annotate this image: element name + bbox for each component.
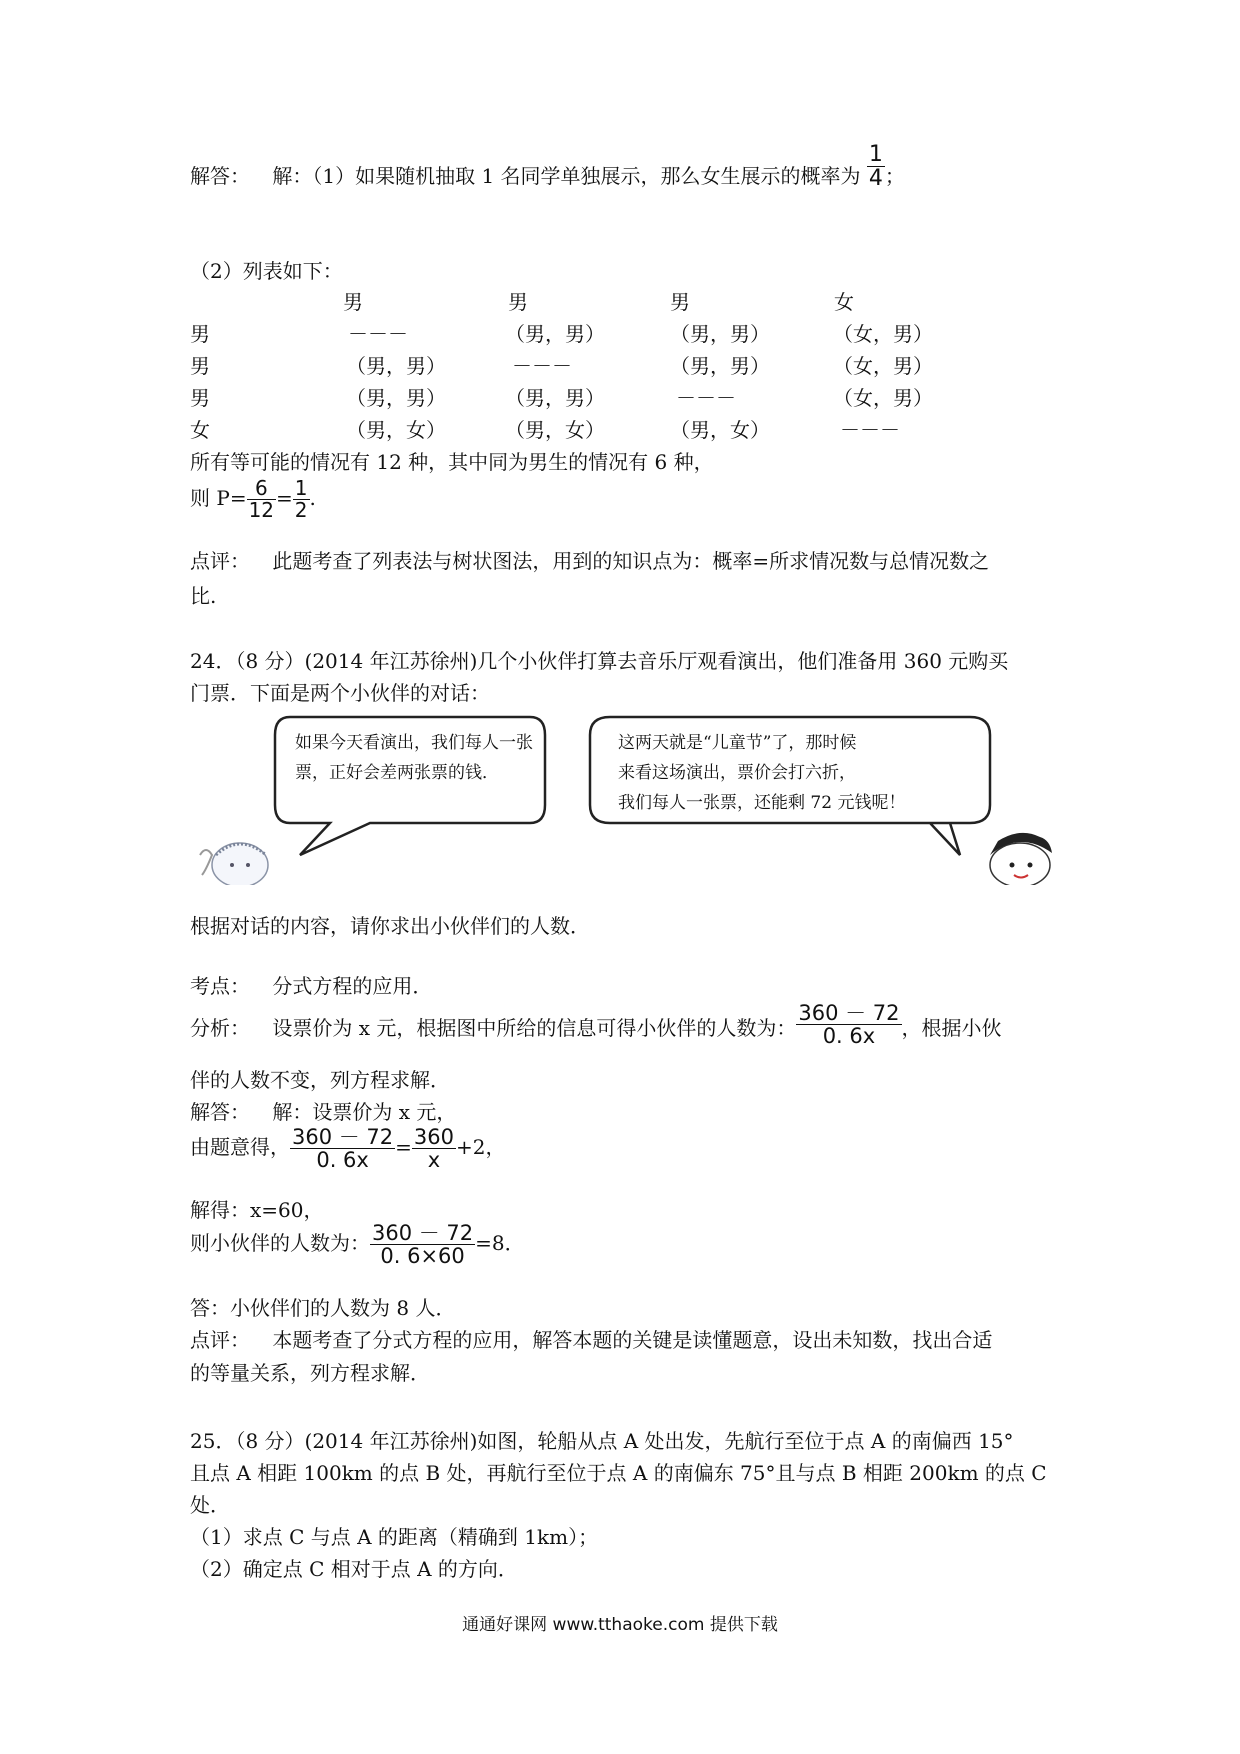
fraction-6-12 — [247, 478, 276, 521]
solve-line: 解得：x=60， — [190, 1198, 324, 1222]
q25-line2: 且点 A 相距 100km 的点 B 处，再航行至位于点 A 的南偏东 75°且与点 B 相距 200km 的点 C — [190, 1461, 1047, 1485]
fraction-denominator: 2 — [294, 498, 308, 522]
punct: ； — [884, 164, 905, 188]
col-header: 男 — [508, 290, 528, 314]
col-header: 女 — [834, 290, 854, 314]
table-cell: （女，男） — [833, 386, 933, 410]
fraction-numerator: 1 — [294, 476, 308, 500]
punct: . — [309, 486, 316, 510]
fraction-1-4 — [867, 143, 885, 190]
table-cell: （男，女） — [505, 418, 605, 442]
comment-label: 点评： — [190, 549, 250, 573]
row-header: 男 — [190, 386, 210, 410]
boy-left-icon — [200, 843, 268, 885]
fraction-numerator: 360 － 72 — [292, 1125, 394, 1149]
count-end: =8． — [475, 1231, 525, 1256]
comment-text: 此题考查了列表法与树状图法，用到的知识点为：概率=所求情况数与总情况数之 — [272, 549, 990, 573]
table-cell: （男，男） — [670, 322, 770, 346]
fraction-denominator: 4 — [868, 166, 883, 191]
fenxi-label: 分析： — [190, 1016, 250, 1041]
fraction-denominator: 0. 6x — [316, 1148, 369, 1173]
fenxi-text-cont: ，根据小伙 — [901, 1016, 1002, 1041]
row-header: 女 — [190, 418, 210, 442]
q24-answer-line — [190, 1096, 456, 1125]
col-header: 男 — [343, 290, 363, 314]
table-cell: （女，男） — [833, 322, 933, 346]
row-header: 男 — [190, 354, 210, 378]
q24-comment — [190, 1324, 992, 1353]
equals: = — [276, 486, 293, 510]
table-cell: －－－ — [512, 354, 572, 378]
row-header: 男 — [190, 322, 210, 346]
table-cell: （女，男） — [833, 354, 933, 378]
equals: = — [395, 1135, 412, 1160]
table-cell: （男，女） — [670, 418, 770, 442]
fraction-denominator: 12 — [248, 498, 275, 522]
fraction-numerator: 360 － 72 — [372, 1221, 474, 1245]
p-prefix: 则 P= — [190, 486, 247, 510]
eq-end: +2， — [456, 1135, 506, 1160]
table-cell: －－－ — [840, 418, 900, 442]
answer-label: 解答： — [190, 164, 250, 188]
comment-text: 本题考查了分式方程的应用，解答本题的关键是读懂题意，设出未知数，找出合适 — [272, 1328, 993, 1352]
count-prefix: 则小伙伴的人数为： — [190, 1231, 370, 1256]
fraction-eq-right — [412, 1126, 456, 1171]
fraction-numerator: 1 — [868, 141, 883, 167]
q23-comment — [190, 545, 989, 574]
q24-question: 根据对话的内容，请你求出小伙伴们的人数． — [190, 914, 590, 938]
fraction-count — [370, 1222, 475, 1267]
bubble-right-text-3: 我们每人一张票，还能剩 72 元钱呢！ — [618, 793, 906, 813]
summary-line: 所有等可能的情况有 12 种，其中同为男生的情况有 6 种， — [190, 450, 714, 474]
answer-label: 解答： — [190, 1100, 250, 1124]
fraction-numerator: 6 — [247, 478, 276, 500]
bubble-right-text-1: 这两天就是“儿童节”了，那时候 — [618, 733, 857, 753]
table-cell: （男，女） — [346, 418, 446, 442]
fraction-eq-left — [290, 1126, 395, 1171]
bubble-right-text-2: 来看这场演出，票价会打六折， — [618, 763, 856, 783]
table-cell: （男，男） — [505, 322, 605, 346]
probability-line — [190, 478, 316, 521]
fraction-1-2 — [293, 478, 310, 521]
fenxi-line-2: 伴的人数不变，列方程求解． — [190, 1068, 450, 1092]
girl-right-icon — [990, 833, 1052, 885]
fenxi-line — [190, 1001, 1002, 1049]
part2-text: （2）列表如下： — [190, 259, 343, 283]
kaodian-text: 分式方程的应用． — [272, 974, 433, 998]
count-line — [190, 1222, 525, 1267]
kaodian-label: 考点： — [190, 974, 250, 998]
kaodian-line — [190, 970, 432, 999]
q25-sub2: （2）确定点 C 相对于点 A 的方向． — [190, 1557, 518, 1581]
table-cell: －－－ — [676, 386, 736, 410]
fraction-denominator: 0. 6x — [822, 1024, 876, 1049]
comment-label: 点评： — [190, 1328, 250, 1352]
fraction-denominator: 0. 6×60 — [380, 1244, 465, 1269]
q23-answer-line — [190, 141, 905, 191]
part1-text: 解：（1）如果随机抽取 1 名同学单独展示，那么女生展示的概率为 — [272, 164, 861, 188]
table-cell: （男，男） — [346, 386, 446, 410]
col-header: 男 — [670, 290, 690, 314]
bubble-left-text: 如果今天看演出，我们每人一张票，正好会差两张票的钱． — [295, 733, 533, 783]
table-cell: （男，男） — [346, 354, 446, 378]
fraction-people — [796, 1002, 901, 1047]
comment-text-cont: 比. — [190, 584, 217, 608]
fenxi-text: 设票价为 x 元，根据图中所给的信息可得小伙伴的人数为： — [272, 1016, 797, 1041]
q25-line1: 25．（8 分）(2014 年江苏徐州)如图，轮船从点 A 处出发，先航行至位于点 A 的南偏西 15° — [190, 1429, 1014, 1453]
fraction-numerator: 360 — [413, 1125, 455, 1149]
fraction-denominator: x — [427, 1148, 441, 1173]
table-cell: （男，男） — [670, 354, 770, 378]
final-answer: 答：小伙伴们的人数为 8 人． — [190, 1296, 456, 1320]
q24-line2: 门票．下面是两个小伙伴的对话： — [190, 681, 490, 705]
answer-text: 解：设票价为 x 元， — [272, 1100, 457, 1124]
q25-line3: 处． — [190, 1493, 230, 1517]
table-cell: －－－ — [348, 322, 408, 346]
comment-text-cont: 的等量关系，列方程求解． — [190, 1361, 430, 1385]
equation-line — [190, 1126, 506, 1171]
q25-sub1: （1）求点 C 与点 A 的距离（精确到 1km）； — [190, 1525, 599, 1549]
page-footer: 通通好课网 www.tthaoke.com 提供下载 — [462, 1615, 778, 1635]
q24-line1: 24．（8 分）(2014 年江苏徐州)几个小伙伴打算去音乐厅观看演出，他们准备用 360 元购买 — [190, 649, 1009, 673]
eq-prefix: 由题意得， — [190, 1135, 290, 1160]
table-cell: （男，男） — [505, 386, 605, 410]
fraction-numerator: 360 － 72 — [798, 1001, 900, 1025]
